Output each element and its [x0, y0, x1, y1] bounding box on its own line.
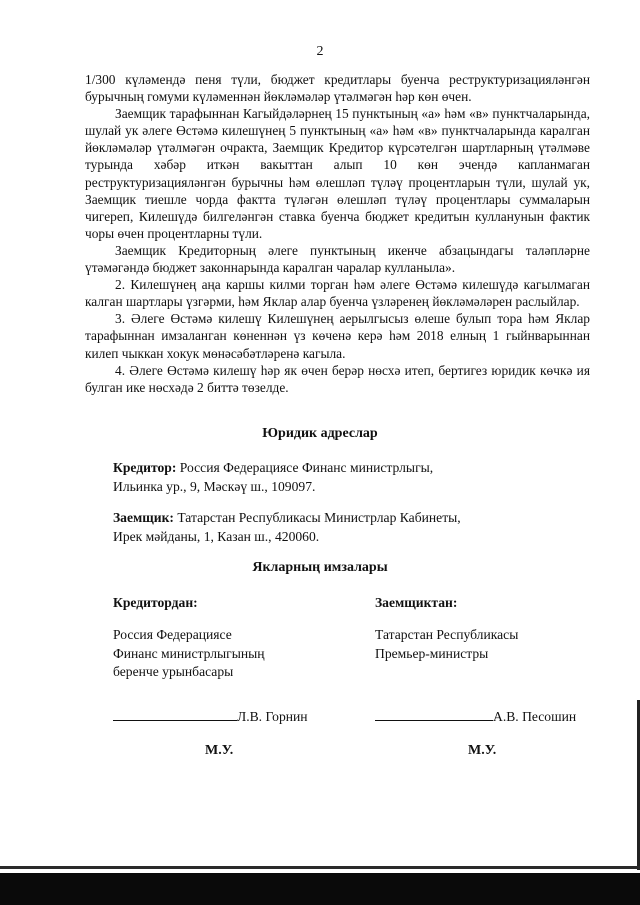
creditor-seal-mark: М.У.	[205, 743, 234, 758]
creditor-sign-line: беренче урынбасары	[113, 664, 234, 679]
paragraph-6: 4. Әлеге Өстәмә килешү һәр як өчен берәр нөсхә итеп, бертигез юридик көчкә ия булган ике нөсхәдә 2 биттә төзелде.	[85, 362, 590, 395]
creditor-address-label: Кредитор:	[113, 460, 177, 475]
borrower-seal-mark: М.У.	[468, 743, 497, 758]
borrower-signature-line	[375, 708, 576, 725]
creditor-sign-line: Финанс министрлыгының	[113, 645, 265, 661]
borrower-sign-line: Татарстан Республикасы	[375, 627, 519, 642]
borrower-address-line2: Ирек мәйданы, 1, Казан ш., 420060.	[113, 529, 320, 544]
creditor-signature-line	[113, 708, 308, 725]
legal-addresses-heading: Юридик адреслар	[262, 426, 378, 441]
creditor-sign-line: Россия Федерациясе	[113, 627, 232, 642]
signature-blank-line	[113, 708, 237, 721]
borrower-sign-title	[375, 626, 615, 663]
creditor-sign-title	[113, 626, 353, 682]
paragraph-2: Заемщик тарафыннан Кагыйдәләрнең 15 пунктының «а» һәм «в» пунктчаларында, шулай ук әлеге Өстәмә килешүнең 5 пунктының «а» һәм «в» пунктчаларында каралган йөкләмәләр үтәлмәгән очракта, Заемщик Кредитор күрсәтелгән шартларның үтәлмәве турында хәбәр иткән вакыттан алып 10 көн эчендә капланмаган реструктуризацияләнгән бурычны һәм өлешләп түләү процентларын түли, шулай ук, Заемщик тиешле чорда фактта түләгән өлешләп түләү процентлары суммаларын чигереп, Килешүдә билгеләнгән ставка буенча бюджет кредитын кулланунын фактик чоры өчен процентларны түли.	[85, 106, 590, 241]
page-number: 2	[316, 44, 324, 59]
borrower-address	[113, 508, 593, 546]
paragraph-5: 3. Әлеге Өстәмә килешү Килешүнең аерылгысыз өлеше булып тора һәм Яклар тарафыннан имзаланган көненнән үз көченә керә һәм 2018 елның 1 гыйнварыннан килеп чыккан хокук мөнәсәбәтләренә кагыла.	[85, 311, 590, 361]
paragraph-4: 2. Килешүнең аңа каршы килми торган һәм әлеге Өстәмә килешүдә кагылмаган калган шартлары үзгәрми, һәм Яклар алар буенча үзләренең йөкләмәләрен раслыйлар.	[85, 277, 590, 310]
signature-blank-line	[375, 708, 493, 721]
borrower-sign-label: Заемщиктан:	[375, 595, 458, 610]
creditor-signer-name: Л.В. Горнин	[237, 709, 308, 724]
creditor-address-line1: Россия Федерациясе Финанс министрлыгы,	[179, 460, 434, 475]
creditor-sign-label: Кредитордан:	[113, 595, 198, 610]
borrower-address-label: Заемщик:	[113, 510, 174, 525]
borrower-sign-line: Премьер-министры	[375, 645, 489, 661]
signatures-heading: Якларның имзалары	[252, 560, 388, 575]
paragraph-1: 1/300 күләмендә пеня түли, бюджет кредитлары буенча реструктуризацияләнгән бурычның гомуми күләменнән йөкләмәләр үтәлмәгән һәр көн өчен.	[85, 72, 590, 105]
scan-edge-bottom	[0, 873, 640, 905]
creditor-address-line2: Ильинка ур., 9, Мәскәү ш., 109097.	[113, 479, 316, 494]
borrower-signer-name: А.В. Песошин	[493, 709, 577, 724]
body-text	[85, 71, 590, 396]
scan-edge-bottom-line	[0, 866, 640, 869]
creditor-address	[113, 458, 593, 496]
borrower-address-line1: Татарстан Республикасы Министрлар Кабинеты,	[177, 510, 461, 525]
paragraph-3: Заемщик Кредиторның әлеге пунктының икенче абзацындагы таләпләрне үтәмәгәндә бюджет законнарында каралган чаралар кулланыла».	[85, 242, 590, 276]
